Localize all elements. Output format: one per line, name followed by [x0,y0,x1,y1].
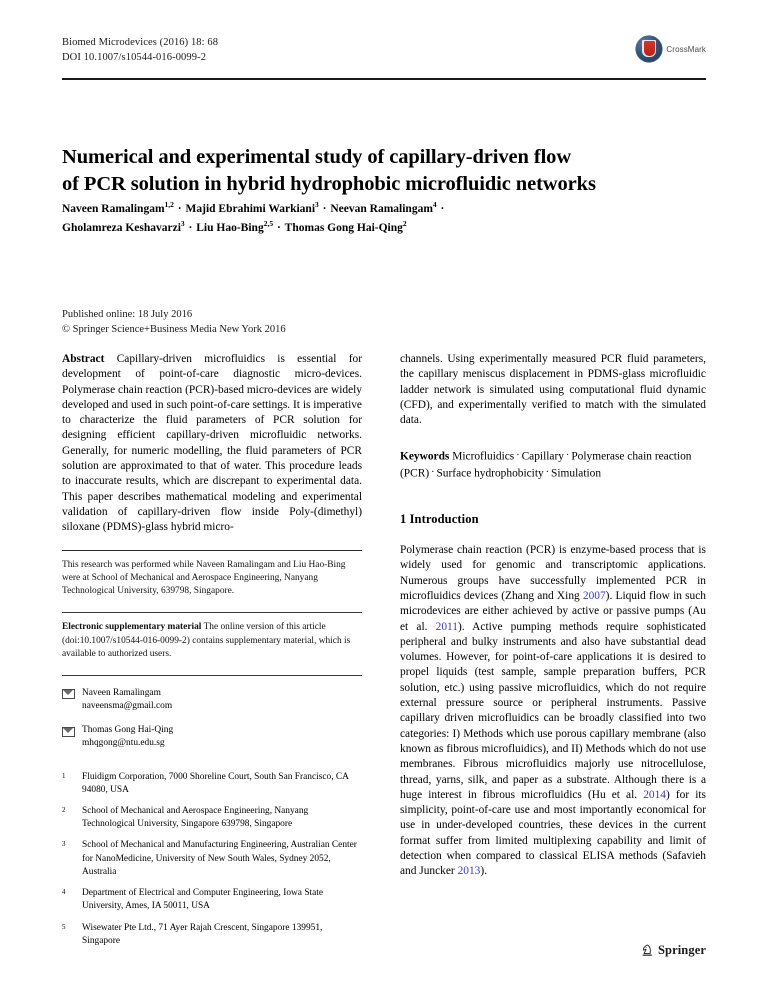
affiliation-text: Wisewater Pte Ltd., 71 Ayer Rajah Crescent, Singapore 139951, Singapore [82,922,323,946]
right-column [400,352,706,880]
author-name: Gholamreza Keshavarzi [62,222,181,234]
author-entry [185,200,319,215]
published-online-date: Published online: 18 July 2016 [62,309,193,320]
title-line-1: Numerical and experimental study of capillary-driven flow [62,145,572,168]
springer-footer [641,943,706,958]
author-name: Majid Ebrahimi Warkiani [185,203,316,215]
author-name: Naveen Ramalingam [62,203,165,215]
crossmark-label: CrossMark [666,44,706,54]
keyword-separator: · [516,450,520,462]
author-name: Liu Hao-Bing [196,222,264,234]
abstract-continuation: channels. Using experimentally measured PCR fluid parameters, the capillary meniscus displacement in PDMS-glass microfluidic ladder network is simulated using computational fluid dynamic (CFD), and experimentally verified to match with the simulated data. [400,353,706,427]
affiliation-item [62,887,362,913]
copyright-line: © Springer Science+Business Media New York 2016 [62,323,286,335]
crossmark-icon[interactable] [636,36,662,62]
intro-text-part-3: ). Active pumping methods require sophisticated peripheral and bulky instruments and also have substantial dead volumes. However, for point-of-care applications it is desired to propel liquids (test sample, sample preparation buffers, PCR solution, etc.) using passive microfluidics, which do not require external pressure source or peripheral instruments. Passive capillary driven microfluidics can be broadly classified into two categories: I) Methods which use porous capillary membrane (also known as fibrous microfluidics), and II) Methods which do not use membranes. Fibrous microfluidics majorly use nitrocellulose, thread, yarns, silk, and paper as a substrate. Although there is a huge interest in fibrous microfluidics (Hu et al. [400,620,706,801]
author-entry [330,200,437,215]
keyword-separator: · [565,450,570,462]
envelope-icon [62,689,75,699]
page-title [62,144,712,198]
author-name: Thomas Gong Hai-Qing [284,222,403,234]
introduction-paragraph [400,543,706,880]
author-entry [62,219,185,234]
affiliation-item [62,771,362,797]
author-entry [196,219,274,234]
author-list [62,200,712,238]
abstract-block [62,352,362,536]
affiliation-item [62,805,362,831]
esm-text: The online version of this article (doi:10.1007/s10544-016-0099-2) contains supplementary material, which is available to authorized users. [62,622,351,659]
affiliation-list [62,771,362,948]
author-separator: · [319,203,330,215]
keyword-separator: · [545,467,550,479]
affiliation-item [62,839,362,879]
keywords-block [400,448,706,482]
electronic-supplementary-material [62,621,362,661]
page-header [62,36,706,65]
contact-name: Thomas Gong Hai-Qing [82,725,174,736]
contact-lines [82,687,362,713]
crossmark-badge-group[interactable] [636,36,706,62]
esm-label: Electronic supplementary material [62,622,202,633]
keyword-item: Surface hydrophobicity [436,467,544,480]
footnote-divider-2 [62,612,362,613]
springer-wordmark: Springer [657,943,706,957]
affiliation-number: 1 [62,771,66,780]
author-affiliation-marker: 2 [402,219,407,229]
keyword-item: Capillary [521,450,564,463]
author-separator: · [274,222,284,234]
header-divider [62,78,706,80]
author-affiliation-marker: 2,5 [263,219,274,229]
citation-link-zhang-xing[interactable]: 2007 [582,589,606,602]
intro-text-part-1: Polymerase chain reaction (PCR) is enzyme-based process that is widely used for genomic and transcriptomic applications. Numerous groups have successfully implemented PCR in microfluidics devices (Zhang and Xing [400,544,706,602]
springer-knight-icon [641,944,654,958]
author-name: Neevan Ramalingam [330,203,433,215]
affiliation-number: 5 [62,922,66,931]
affiliation-text: Fluidigm Corporation, 7000 Shoreline Court, South San Francisco, CA 94080, USA [82,771,349,795]
journal-reference [62,36,218,65]
citation-link-hu[interactable]: 2014 [643,788,666,801]
author-separator: · [174,203,185,215]
citation-link-safavieh-juncker[interactable]: 2013 [457,865,481,878]
author-affiliation-marker: 4 [432,200,437,210]
author-affiliation-marker: 3 [315,200,319,210]
section-heading-introduction: 1 Introduction [400,512,479,527]
author-affiliation-marker: 1,2 [164,200,174,210]
author-entry [62,200,174,215]
contact-lines [82,724,362,750]
affiliation-number: 3 [62,840,66,849]
keyword-item: Simulation [551,467,602,480]
intro-text-part-5: ). [480,865,488,878]
affiliation-number: 4 [62,888,66,897]
keywords-label: Keywords [400,450,450,463]
affiliation-text: Department of Electrical and Computer Engineering, Iowa State University, Ames, IA 50011, USA [82,888,324,912]
intro-text-part-2: ). Liquid flow in such microdevices are either achieved by active or passive pumps (Au et al. [400,589,707,633]
footnote-divider-3 [62,675,362,676]
affiliation-text: School of Mechanical and Manufacturing Engineering, Australian Center for NanoMedicine, University of New South Wales, Sydney 2052, Australia [82,840,357,877]
author-affiliation-marker: 3 [180,219,185,229]
keyword-item: Microfluidics [452,450,515,463]
contact-thomas[interactable] [62,724,362,750]
contact-email[interactable]: naveensma@gmail.com [82,701,173,712]
contact-name: Naveen Ramalingam [82,687,161,698]
left-column [62,352,362,956]
title-line-2: of PCR solution in hybrid hydrophobic microfluidic networks [62,172,596,195]
abstract-label: Abstract [62,353,105,365]
author-entry [284,219,407,234]
doi-line: DOI 10.1007/s10544-016-0099-2 [62,51,207,63]
keyword-separator: · [431,467,435,479]
affiliation-item [62,922,362,948]
affiliation-number: 2 [62,806,66,815]
keyword-item: Polymerase chain reaction (PCR) [400,450,692,480]
research-note: This research was performed while Naveen Ramalingam and Liu Hao-Bing were at School of Mechanical and Aerospace Engineering, Nanyang Technological University, 639798, Singapore. [62,559,346,597]
author-separator: · [437,203,445,215]
contact-email[interactable]: mhqgong@ntu.edu.sg [82,738,165,749]
abstract-text-left: Capillary-driven microfluidics is essential for development of point-of-care diagnostic micro-devices. Polymerase chain reaction (PCR)-based micro-devices are widely developed and used in such point-of-care settings. It is imperative to characterize the fluid parameters of PCR solution for designing efficient capillary-driven microfluidic networks. Generally, for numeric modelling, the fluid parameters of PCR solution are approximated to that of water. This procedure leads to inaccurate results, which are discrepant to experimental data. This paper describes mathematical modeling and experimental validation of capillary-driven flow inside Poly-(dimethyl) siloxane (PDMS)-glass hybrid micro- [62,353,362,534]
author-separator: · [185,222,196,234]
publication-info [62,308,286,337]
contact-naveen[interactable] [62,687,362,713]
footnote-divider-1 [62,550,362,551]
citation-link-au[interactable]: 2011 [435,620,458,633]
intro-text-part-4: ) for its simplicity, point-of-care use and most importantly economical for use in under-developed countries, these devices in the current format suffer from limited multiplexing capability and limit of detection when compared to classical ELISA methods (Safavieh and Juncker [400,788,706,878]
journal-citation-line: Biomed Microdevices (2016) 18: 68 [62,37,219,48]
envelope-icon [62,727,75,737]
affiliation-text: School of Mechanical and Aerospace Engineering, Nanyang Technological University, Singapore 639798, Singapore [82,806,309,830]
